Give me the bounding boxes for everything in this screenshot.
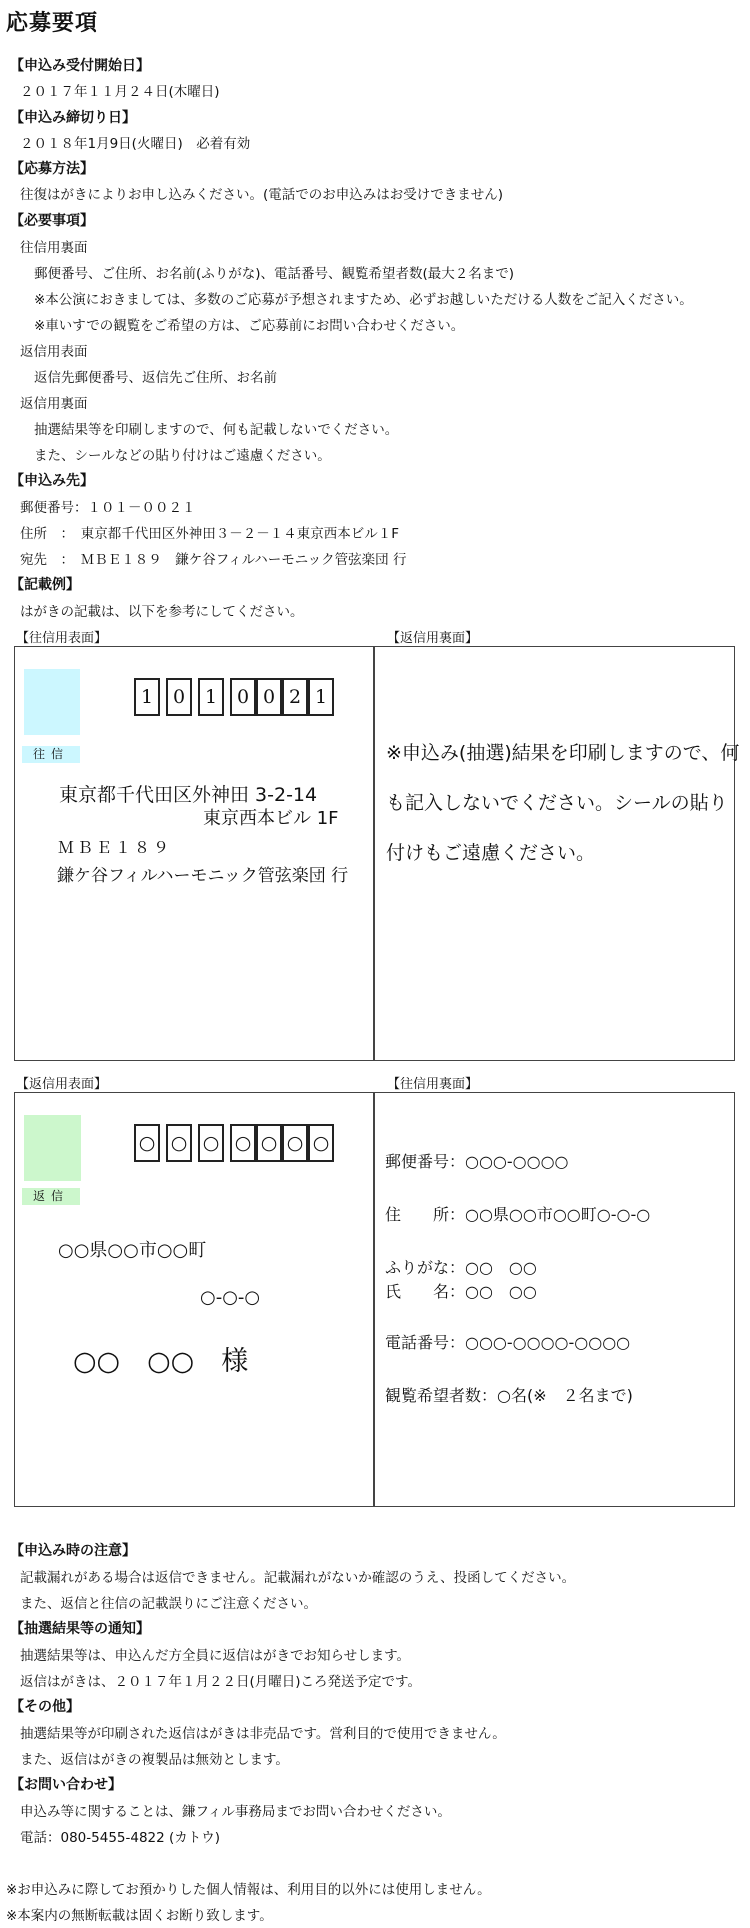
postal-code-boxes: [134, 678, 334, 716]
start-date: ２０１７年１１月２４日(木曜日): [20, 84, 220, 100]
req-note: ※車いすでの観覧をご希望の方は、ご応募前にお問い合わせください。: [34, 318, 465, 334]
card-label-outgoing-back: 【往信用裏面】: [387, 1077, 479, 1092]
section-heading-address: 【申込み先】: [10, 473, 94, 489]
reply-back-note: ※申込み(抽選)結果を印刷しますので、何も記入しないでください。シールの貼り付けもご遠慮ください。: [386, 742, 740, 864]
form-name: 氏 名：○○ ○○: [385, 1282, 537, 1301]
postal-digit: ○: [282, 1124, 308, 1162]
postcard-outgoing-front: [14, 646, 375, 1061]
postal-digit: ○: [230, 1124, 256, 1162]
form-attendees: 観覧希望者数：○名(※ ２名まで): [385, 1386, 633, 1405]
footer-copyright-note: ※本案内の無断転載は固くお断り致します。: [6, 1908, 273, 1924]
method-text: 往復はがきによりお申し込みください。(電話でのお申込みはお受けできません): [20, 187, 504, 203]
contact-line: 申込み等に関することは、鎌フィル事務局までお問い合わせください。: [20, 1804, 451, 1820]
notification-line: 返信はがきは、２０１７年１月２２日(月曜日)ころ発送予定です。: [20, 1674, 421, 1690]
caution-line: 記載漏れがある場合は返信できません。記載漏れがないか確認のうえ、投函してください。: [20, 1570, 576, 1586]
dest-address: 住所 ： 東京都千代田区外神田３－２－１４東京西本ビル１F: [20, 526, 400, 542]
req-note: ※本公演におきましては、多数のご応募が予想されますため、必ずお越しいただける人数をご記入ください。: [34, 292, 693, 308]
dest-recipient: 宛先 ： ＭＢＥ１８９ 鎌ケ谷フィルハーモニック管弦楽団 行: [20, 552, 407, 568]
reply-address-line1: ○○県○○市○○町: [58, 1240, 207, 1261]
card-label-outgoing-front: 【往信用表面】: [16, 631, 108, 646]
notification-line: 抽選結果等は、申込んだ方全員に返信はがきでお知らせします。: [20, 1648, 411, 1664]
req-line: 抽選結果等を印刷しますので、何も記載しないでください。: [34, 422, 399, 438]
form-postal-code: 郵便番号：○○○-○○○○: [385, 1152, 569, 1171]
outgoing-tag: 往信: [22, 746, 80, 763]
postal-digit: 0: [256, 678, 282, 716]
reply-tag: 返信: [22, 1188, 80, 1205]
card-label-reply-back: 【返信用裏面】: [387, 631, 479, 646]
postal-digit: 2: [282, 678, 308, 716]
form-phone: 電話番号：○○○-○○○○-○○○○: [385, 1333, 631, 1352]
card-address-line2: 東京西本ビル 1F: [203, 808, 339, 829]
postal-digit: ○: [198, 1124, 224, 1162]
section-heading-requirements: 【必要事項】: [10, 213, 94, 229]
section-heading-example: 【記載例】: [10, 577, 80, 593]
postal-digit: ○: [256, 1124, 282, 1162]
stamp-area: [24, 1115, 81, 1181]
section-heading-deadline: 【申込み締切り日】: [10, 110, 136, 126]
page-title: 応募要項: [6, 11, 99, 36]
example-text: はがきの記載は、以下を参考にしてください。: [20, 604, 304, 620]
dest-zip: 郵便番号：１０１－００２１: [20, 500, 196, 516]
postal-digit: 1: [198, 678, 224, 716]
postal-code-boxes: [134, 1124, 334, 1162]
stamp-area: [24, 669, 80, 735]
section-heading-caution: 【申込み時の注意】: [10, 1543, 136, 1559]
deadline: ２０１８年1月9日(火曜日) 必着有効: [20, 136, 251, 152]
card-address-line1: 東京都千代田区外神田 3-2-14: [59, 784, 318, 806]
req-line: また、シールなどの貼り付けはご遠慮ください。: [34, 448, 331, 464]
form-furigana: ふりがな：○○ ○○: [385, 1258, 537, 1277]
card-label-reply-front: 【返信用表面】: [16, 1077, 108, 1092]
reply-address-line2: ○-○-○: [200, 1287, 261, 1308]
contact-phone: 電話：080-5455-4822 (カトウ): [20, 1830, 221, 1846]
postal-digit: 0: [166, 678, 192, 716]
section-heading-method: 【応募方法】: [10, 161, 94, 177]
caution-line: また、返信と往信の記載誤りにご注意ください。: [20, 1596, 317, 1612]
postal-digit: 1: [308, 678, 334, 716]
reply-recipient-name: ○○ ○○ 様: [73, 1346, 249, 1377]
form-address: 住 所：○○県○○市○○町○-○-○: [385, 1205, 651, 1224]
postcard-reply-front: [14, 1092, 375, 1507]
req-outgoing-back: 往信用裏面: [20, 240, 88, 256]
postal-digit: 1: [134, 678, 160, 716]
req-line: 返信先郵便番号、返信先ご住所、お名前: [34, 370, 277, 386]
postal-digit: ○: [166, 1124, 192, 1162]
section-heading-start-date: 【申込み受付開始日】: [10, 58, 150, 74]
other-line: また、返信はがきの複製品は無効とします。: [20, 1752, 289, 1768]
section-heading-contact: 【お問い合わせ】: [10, 1777, 122, 1793]
req-line: 郵便番号、ご住所、お名前(ふりがな)、電話番号、観覧希望者数(最大２名まで): [34, 266, 515, 282]
postal-digit: 0: [230, 678, 256, 716]
footer-privacy-note: ※お申込みに際してお預かりした個人情報は、利用目的以外には使用しません。: [6, 1882, 491, 1898]
section-heading-other: 【その他】: [10, 1699, 80, 1715]
req-reply-front: 返信用表面: [20, 344, 88, 360]
postal-digit: ○: [134, 1124, 160, 1162]
req-reply-back: 返信用裏面: [20, 396, 88, 412]
postal-digit: ○: [308, 1124, 334, 1162]
other-line: 抽選結果等が印刷された返信はがきは非売品です。営利目的で使用できません。: [20, 1726, 506, 1742]
card-recipient-line2: 鎌ケ谷フィルハーモニック管弦楽団 行: [57, 866, 349, 886]
card-recipient-line1: ＭＢＥ１８９: [58, 838, 173, 857]
section-heading-notification: 【抽選結果等の通知】: [10, 1621, 150, 1637]
